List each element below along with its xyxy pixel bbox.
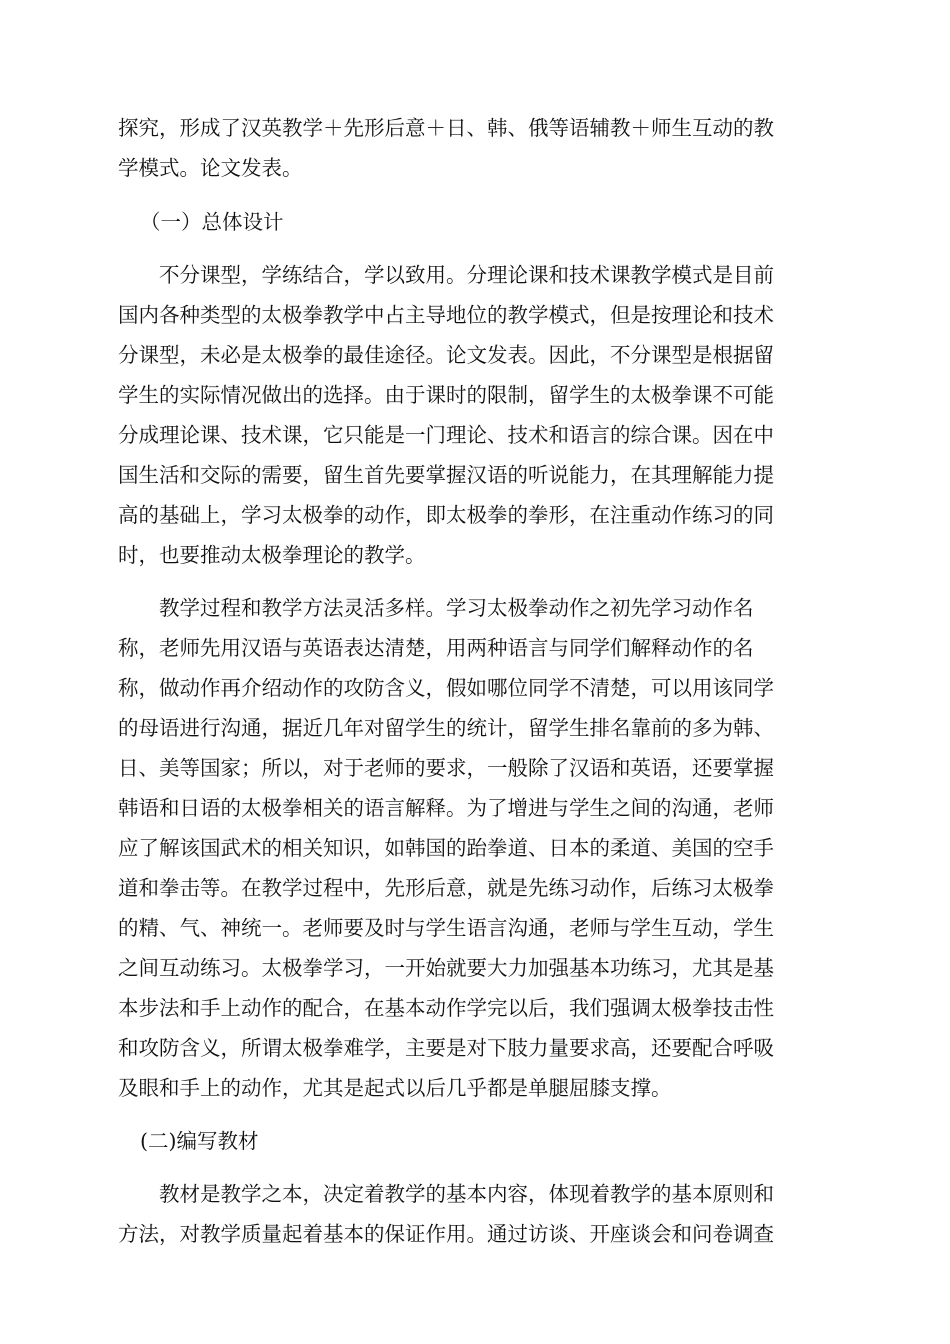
body-text-line: 学生的实际情况做出的选择。由于课时的限制，留学生的太极拳课不可能 xyxy=(118,383,774,407)
body-text-line: 国生活和交际的需要，留生首先要掌握汉语的听说能力，在其理解能力提 xyxy=(118,463,774,487)
section-heading: （一）总体设计 xyxy=(140,210,284,234)
body-text-line: 称，做动作再介绍动作的攻防含义，假如哪位同学不清楚，可以用该同学 xyxy=(118,676,774,700)
body-text-line: 分课型，未必是太极拳的最佳途径。论文发表。因此，不分课型是根据留 xyxy=(118,343,774,367)
body-text-line: 方法，对教学质量起着基本的保证作用。通过访谈、开座谈会和问卷调查 xyxy=(118,1222,774,1246)
body-text-line: 教材是教学之本，决定着教学的基本内容，体现着教学的基本原则和 xyxy=(118,1182,774,1206)
body-text-line: 之间互动练习。太极拳学习，一开始就要大力加强基本功练习，尤其是基 xyxy=(118,956,774,980)
body-text-line: 不分课型，学练结合，学以致用。分理论课和技术课教学模式是目前 xyxy=(118,263,774,287)
body-text-line: 的母语进行沟通，据近几年对留学生的统计，留学生排名靠前的多为韩、 xyxy=(118,716,774,740)
body-text-line: 时，也要推动太极拳理论的教学。 xyxy=(118,543,426,567)
body-text-line: 及眼和手上的动作，尤其是起式以后几乎都是单腿屈膝支撑。 xyxy=(118,1076,672,1100)
body-text-line: 本步法和手上动作的配合，在基本动作学完以后，我们强调太极拳技击性 xyxy=(118,996,774,1020)
body-text-line: 称，老师先用汉语与英语表达清楚，用两种语言与同学们解释动作的名 xyxy=(118,636,754,660)
body-text-line: 分成理论课、技术课，它只能是一门理论、技术和语言的综合课。因在中 xyxy=(118,423,774,447)
body-text-line: 探究，形成了汉英教学＋先形后意＋日、韩、俄等语辅教＋师生互动的教 xyxy=(118,116,774,140)
body-text-line: 日、美等国家；所以，对于老师的要求，一般除了汉语和英语，还要掌握 xyxy=(118,756,774,780)
body-text-line: 和攻防含义，所谓太极拳难学，主要是对下肢力量要求高，还要配合呼吸 xyxy=(118,1036,774,1060)
body-text-line: 国内各种类型的太极拳教学中占主导地位的教学模式，但是按理论和技术 xyxy=(118,303,774,327)
body-text-line: 的精、气、神统一。老师要及时与学生语言沟通，老师与学生互动，学生 xyxy=(118,916,774,940)
body-text-line: 高的基础上，学习太极拳的动作，即太极拳的拳形，在注重动作练习的同 xyxy=(118,503,774,527)
section-heading: (二)编写教材 xyxy=(140,1129,259,1153)
body-text-line: 应了解该国武术的相关知识，如韩国的跆拳道、日本的柔道、美国的空手 xyxy=(118,836,774,860)
body-text-line: 道和拳击等。在教学过程中，先形后意，就是先练习动作，后练习太极拳 xyxy=(118,876,774,900)
body-text-line: 教学过程和教学方法灵活多样。学习太极拳动作之初先学习动作名 xyxy=(118,596,754,620)
body-text-line: 韩语和日语的太极拳相关的语言解释。为了增进与学生之间的沟通，老师 xyxy=(118,796,774,820)
body-text-line: 学模式。论文发表。 xyxy=(118,156,303,180)
